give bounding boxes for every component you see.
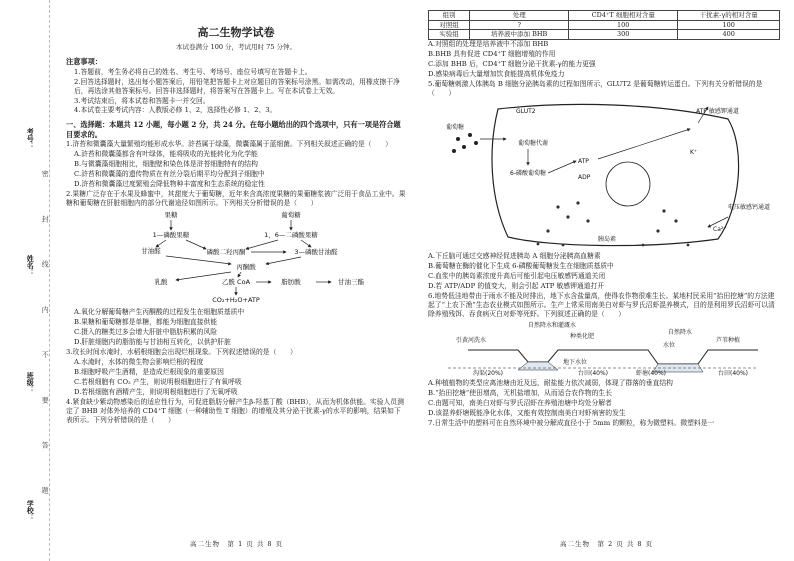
table-header: 干扰素-γ的相对含量	[678, 11, 780, 21]
node-fructose-1p: 1—磷酸果糖	[152, 231, 190, 240]
label-ca-ion: Ca²⁺	[713, 225, 727, 233]
school-label: 学校：	[26, 500, 36, 521]
node-dhap: 磷酸二羟丙酮	[206, 248, 246, 257]
section-heading: 一、选择题：本题共 12 小题，每小题 2 分，共 24 分。在每小题给出的四个选项中，只有一项是符合题目要求的。	[66, 120, 401, 139]
q5-option-b: B.葡萄糖在酶的催化下生成 6-磷酸葡萄糖发生在细胞质基质中	[428, 261, 614, 270]
q2-stem: 2.果糖广泛存在于水果及蜂蜜中，其甜度大于葡萄糖，近年来含高浓度果糖的果葡糖浆被广泛用于食品工业中。果糖和葡萄糖在肝脏细胞内的部分代谢途径如图所示。下列相关分析错误的是（ ）	[66, 190, 406, 208]
exam-subtitle: 本试卷满分 100 分，考试用时 75 分钟。	[176, 42, 296, 51]
q4-stem: 4.紧食缺少紫动物感染后的适应性行为，可促进脂肪分解产生β-羟基丁酸（BHB），从而为机体供能。实验人员测定了 BHB 对体外培养的 CD4⁺T 细胞（一种辅助性 T 细胞）的增殖及其分泌干扰素-γ的水平的影响，结果如下表所示。下列分析错误的是（ ）	[66, 398, 404, 425]
label-insulin: 胰岛素	[598, 235, 617, 243]
label-atp-channel: ATP 敏感钾通道	[696, 107, 739, 115]
node-products: CO₂+H₂O+ATP	[212, 296, 260, 305]
table-header: 处理	[470, 11, 569, 21]
node-acetylcoa: 乙酰 CoA	[221, 278, 251, 287]
q5-option-a: A.下丘脑可通过交感神经促进胰岛 A 细胞分泌胰高血糖素	[428, 251, 601, 260]
q6-option-a: A.种植植物的类型应离池塘由近及远，耐盐能力依次减弱，体现了群落的垂直结构	[428, 378, 673, 387]
table-row	[429, 20, 780, 30]
node-pyruvate: 丙酮酸	[236, 263, 256, 272]
binding-margin	[0, 0, 50, 561]
q5-option-d: D.若 ATP/ADP 的值变大，则会引起 ATP 敏感钾通道打开	[428, 281, 605, 290]
glucose-molecules	[452, 133, 478, 153]
label-rain2: 自然降水	[668, 328, 693, 336]
node-lactate: 乳酸	[154, 278, 168, 287]
label-chemical: 种类化肥	[570, 332, 595, 340]
q4-option-c: C.添加 BHB 后，CD4⁺T 细胞分泌干扰素-γ的能力更强	[428, 59, 596, 68]
page-footer-right: 高二生物 第 2 页 共 8 页	[560, 540, 654, 549]
table-cell: 对照组	[429, 20, 470, 30]
notice-item: 2.回答选择题时，选出每小题答案后，用铅笔把答题卡上对应题目的答案标号涂黑。如需改动，用橡皮擦干净后，再选涂其他答案标号。回答非选择题时，将答案写在答题卡上。写在本试卷上无效。	[74, 77, 400, 95]
node-glyceraldehyde: 甘油醛	[141, 247, 161, 256]
label-glut2: GLUT2	[516, 107, 536, 115]
notice-item: 1.答题前，考生务必将自己的姓名、考生号、考场号、座位号填写在答题卡上。	[74, 67, 312, 76]
name-label: 姓名：	[26, 255, 36, 276]
label-plant: 水位	[663, 341, 676, 349]
table-cell: 400	[678, 30, 780, 40]
q3-option-a: A.水淹时，水体的微生物会影响烂根的程度	[74, 358, 204, 367]
label-volt-channel: 电压敏感钙通道	[728, 203, 771, 211]
seal-line-text: 密 封 线 内 不 要 答 题	[41, 170, 50, 512]
notice-item: 3.考试结束后，将本试卷和答题卡一并交回。	[74, 96, 210, 105]
label-rain: 自然降水和灌溉水	[528, 321, 577, 329]
q1-option-a: A.浒苔和微囊藻都含有叶绿体，能将吸收的光能转化为化学能	[74, 150, 258, 159]
label-leach: 引黄河洗水	[456, 336, 487, 344]
q3-stem: 3.玫长时间水淹时，水稻根细胞会出现烂根现象。下列叙述错误的是（ ）	[66, 348, 297, 357]
node-f16bp: 1，6—二磷酸果糖	[264, 231, 318, 240]
q2-option-b: B.果糖和葡萄糖都是单糖，都能为细胞直接供能	[74, 318, 218, 327]
q6-stem: 6.地势低洼地带由于雨水不能及时排出，地下水含盐量高，使得农作物很难生长。某地村民采用“抬田挖塘”的方法建起了“上农下渔”生态农业模式如图所示。生产上常采用南美白对虾与罗氏沼虾混养模式，目的是利用罗氏沼虾可以清除养殖残饵、吞食病灭白对虾等死虾。下列叙述正确的是（ ）	[428, 291, 775, 318]
label-groundwater: 地下水位	[563, 358, 588, 366]
q3-option-c: C.若根细胞有 CO₂ 产生，则说明根细胞进行了有氧呼吸	[74, 378, 242, 387]
label-g6p: 6-磷酸葡萄糖	[510, 169, 546, 177]
q4-option-b: B.BHB 具有促进 CD4⁺T 细胞增殖的作用	[428, 49, 556, 58]
label-reed: 芦苇种植	[716, 336, 741, 344]
q4-option-d: D.感染病毒后大量增加饮食能提高机体免疫力	[428, 69, 565, 78]
exam-title: 高二生物学试卷	[197, 26, 275, 39]
label-ditch: 沟渠(20%)	[473, 369, 504, 376]
label-k-ion: K⁺	[690, 148, 698, 156]
label-field2: 台田(40%)	[718, 369, 749, 376]
node-glucose: 葡萄糖	[281, 211, 301, 220]
q6-option-c: C.由题可知，南美白对虾与罗氏沼虾在养殖池塘中均处分解者	[428, 398, 612, 407]
q1-option-d: D.浒苔和微囊藻过度繁殖会降低物种丰富度和生态系统的稳定性	[74, 180, 265, 189]
q1-stem: 1.浒苔和微囊藻大量繁殖均能形成水华。浒苔属于绿藻，微囊藻属于蓝细菌。下列相关叙述正确的是（ ）	[66, 140, 392, 149]
label-shrimp-pond: 虾塘(40%)	[636, 369, 667, 376]
metabolism-diagram	[66, 209, 406, 305]
label-field1: 台田(40%)	[578, 369, 609, 376]
page-footer-left: 高二生物 第 1 页 共 8 页	[190, 540, 284, 549]
label-metabolism: 葡萄糖代谢	[518, 139, 549, 147]
label-adp: ADP	[578, 173, 591, 181]
q5-stem: 5.葡萄糖刺激人体胰岛 B 细胞分泌胰岛素的过程如图所示，GLUT2 是葡萄糖转运蛋白。下列有关分析错误的是（ ）	[428, 79, 763, 97]
table-cell: 300	[569, 30, 678, 40]
label-atp: ATP	[578, 157, 589, 165]
q4-option-a: A.对照组的处理是培养液中不添加 BHB	[428, 39, 549, 48]
table-header: 组别	[429, 11, 470, 21]
notice-item: 4.本试卷主要考试内容：人教版必修 1、2，选择性必修 1、2、3。	[74, 106, 277, 115]
q6-option-d: D.该混养虾塘既能净化水体，又能有效控制南美白对虾病害的发生	[428, 408, 626, 417]
bhb-results-table	[428, 10, 780, 40]
table-row	[429, 30, 780, 40]
notice-heading: 注意事项：	[66, 57, 102, 67]
table-header: CD4⁺T 细胞相对含量	[569, 11, 678, 21]
node-g3p: 3—磷酸甘油醛	[294, 248, 338, 257]
right-page	[428, 10, 780, 429]
table-cell: ?	[470, 20, 569, 30]
q6-option-b: B.“抬田挖塘”使田增高，无机盐增加，从而适合农作物的生长	[428, 388, 613, 397]
q2-option-a: A.氧化分解葡萄糖产生丙酮酸的过程发生在细胞质基质中	[74, 308, 245, 317]
table-cell: 实验组	[429, 30, 470, 40]
class-label: 班级：	[26, 372, 36, 393]
label-glucose: 葡萄糖	[446, 123, 465, 131]
table-cell: 100	[678, 20, 780, 30]
q1-option-b: B.与微囊藻细胞相比，细胞壁和染色体是浒苔细胞特有的结构	[74, 160, 258, 169]
table-cell: 培养液中添加 BHB	[470, 30, 569, 40]
node-fructose: 果糖	[164, 211, 178, 220]
exam-number-label: 考号：	[26, 128, 36, 149]
table-cell: 100	[569, 20, 678, 30]
node-tag: 甘油三酯	[338, 278, 364, 287]
farming-model-diagram	[428, 320, 780, 376]
left-page	[66, 14, 406, 426]
q2-option-c: C.摄入的糖类过多会增大肝脏中脂肪积累的风险	[74, 328, 218, 337]
q3-option-d: D.若根细胞有酒精产生，则说明根细胞进行了无氧呼吸	[74, 388, 238, 397]
q2-option-d: D.肝脏细胞内的脂肪能与甘油相互转化，以供护肝脏	[74, 338, 231, 347]
beta-cell-diagram	[428, 99, 780, 249]
q1-option-c: C.浒苔和微囊藻的遗传物质在有丝分裂后期平均分配到子细胞中	[74, 170, 265, 179]
q7-stem: 7.日常生活中的塑料可在自然环境中被分解成直径小于 5mm 的颗粒，称为微塑料。微塑料是一	[428, 418, 715, 427]
q5-option-c: C.血浆中的胰岛素浓度升高后可能引起电压敏感钙通道关闭	[428, 271, 606, 280]
node-fattyacid: 脂肪酸	[281, 278, 301, 287]
nucleus	[606, 162, 650, 206]
q3-option-b: B.细胞呼吸产生酒精，是造成烂根现象的重要原因	[74, 368, 224, 377]
